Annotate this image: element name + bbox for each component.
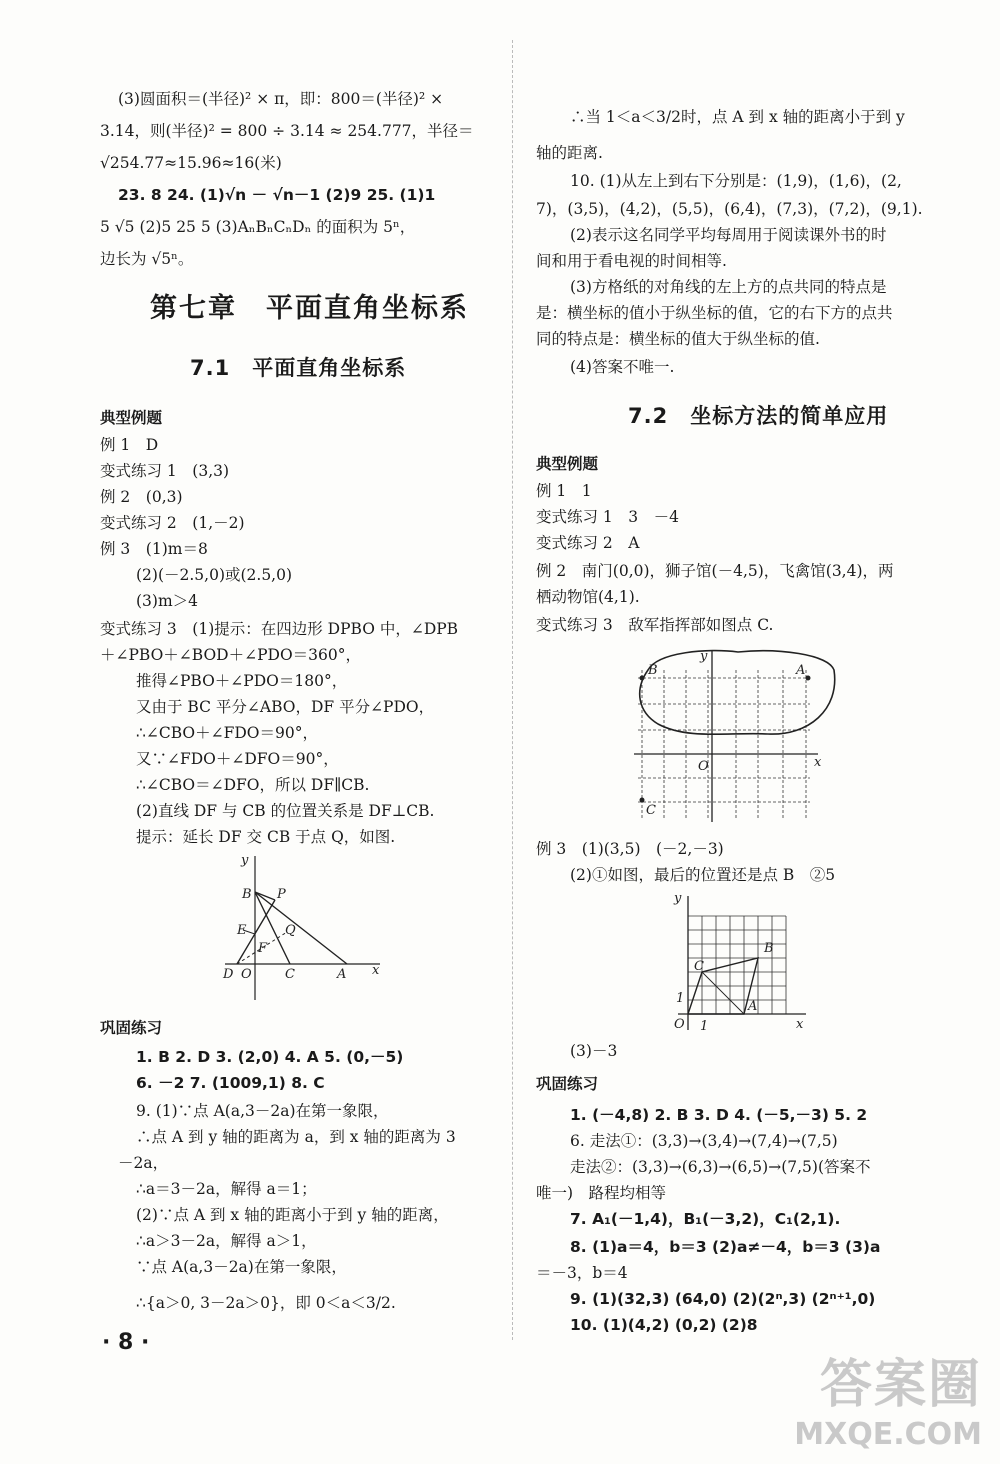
text-line: 是：横坐标的值小于纵坐标的值，它的右下方的点共 bbox=[536, 304, 893, 322]
text-line: (2)表示这名同学平均每周用于阅读课外书的时 bbox=[570, 226, 887, 244]
text-line: 3.14，则(半径)² = 800 ÷ 3.14 ≈ 254.777，半径＝ bbox=[100, 122, 474, 140]
fig2-label-b: B bbox=[648, 663, 658, 678]
fig3-label-1-x: 1 bbox=[700, 1019, 709, 1034]
example-line: 变式练习 2 (1,－2) bbox=[100, 514, 245, 532]
example-line: 例 2 (0,3) bbox=[100, 488, 183, 506]
practice-line: ∴{a＞0, 3－2a＞0}，即 0＜a＜3/2. bbox=[136, 1294, 396, 1312]
section-title: 7.2 坐标方法的简单应用 bbox=[628, 404, 889, 428]
fig1-label-o: O bbox=[241, 967, 252, 982]
text-line: 5 √5 (2)5 25 5 (3)AₙBₙCₙDₙ 的面积为 5ⁿ， bbox=[100, 218, 416, 236]
fig1-label-f: F bbox=[258, 941, 268, 956]
fig3-label-y: y bbox=[674, 891, 682, 906]
fig3-label-o: O bbox=[674, 1017, 685, 1032]
coordinate-grid-figure-2 bbox=[628, 640, 838, 830]
consolidation-heading: 巩固练习 bbox=[536, 1075, 599, 1093]
fig1-label-b: B bbox=[242, 887, 252, 902]
text-line: 边长为 √5ⁿ。 bbox=[100, 250, 194, 268]
example-line: 变式练习 3 敌军指挥部如图点 C. bbox=[536, 616, 774, 634]
practice-line: ∵点 A(a,3－2a)在第一象限， bbox=[136, 1258, 347, 1276]
text-line: 轴的距离. bbox=[536, 144, 603, 162]
fig1-label-y: y bbox=[241, 853, 249, 868]
fig1-label-c: C bbox=[285, 967, 295, 982]
fig3-label-a: A bbox=[748, 999, 758, 1014]
watermark-site: MXQE.COM bbox=[794, 1417, 982, 1452]
text-line: √254.77≈15.96≈16(米) bbox=[100, 154, 282, 172]
example-line: (2)①如图，最后的位置还是点 B ②5 bbox=[570, 866, 836, 884]
example-line: 又由于 BC 平分∠ABO，DF 平分∠PDO， bbox=[136, 698, 435, 716]
practice-line: 1. (－4,8) 2. B 3. D 4. (－5,－3) 5. 2 bbox=[570, 1106, 868, 1124]
practice-line: 9. (1)∵点 A(a,3－2a)在第一象限， bbox=[136, 1102, 389, 1120]
text-line: ∴当 1＜a＜3/2时，点 A 到 x 轴的距离小于到 y bbox=[570, 108, 905, 126]
typical-examples-heading: 典型例题 bbox=[536, 455, 599, 473]
fig3-label-c: C bbox=[694, 959, 704, 974]
example-line: 例 1 D bbox=[100, 436, 159, 454]
example-line: (2)(－2.5,0)或(2.5,0) bbox=[136, 566, 293, 584]
example-line: 例 3 (1)(3,5) (－2,－3) bbox=[536, 840, 724, 858]
column-divider bbox=[512, 40, 513, 1340]
practice-line: 走法②：(3,3)→(6,3)→(6,5)→(7,5)(答案不 bbox=[570, 1158, 871, 1176]
example-line: (2)直线 DF 与 CB 的位置关系是 DF⊥CB. bbox=[136, 802, 435, 820]
fig1-label-x: x bbox=[372, 963, 380, 978]
fig2-label-a: A bbox=[796, 663, 806, 678]
text-line: (3)圆面积＝(半径)² × π，即：800＝(半径)² × bbox=[118, 90, 444, 108]
fig2-label-c: C bbox=[646, 803, 656, 818]
practice-line: 8. (1)a＝4，b＝3 (2)a≠－4，b＝3 (3)a bbox=[570, 1238, 881, 1256]
example-line: 栖动物馆(4,1). bbox=[536, 588, 640, 606]
example-line: 例 2 南门(0,0)，狮子馆(－4,5)，飞禽馆(3,4)，两 bbox=[536, 562, 894, 580]
example-line: 提示：延长 DF 交 CB 于点 Q，如图. bbox=[136, 828, 396, 846]
example-line: 例 1 1 bbox=[536, 482, 592, 500]
practice-line: ∴点 A 到 y 轴的距离为 a，到 x 轴的距离为 3 bbox=[136, 1128, 456, 1146]
fig1-label-p: P bbox=[277, 887, 286, 902]
example-line: (3)－3 bbox=[570, 1042, 618, 1060]
fig1-label-a: A bbox=[337, 967, 347, 982]
example-line: ＋∠PBO＋∠BOD＋∠PDO＝360°， bbox=[100, 646, 361, 664]
coordinate-grid-figure-3 bbox=[664, 890, 814, 1038]
practice-line: ＝－3，b＝4 bbox=[536, 1264, 628, 1282]
chapter-title: 第七章 平面直角坐标系 bbox=[150, 293, 469, 324]
practice-line: 10. (1)(4,2) (0,2) (2)8 bbox=[570, 1316, 758, 1334]
practice-line: ∴a＞3－2a，解得 a＞1， bbox=[136, 1232, 317, 1250]
example-line: 又∵∠FDO＋∠DFO＝90°， bbox=[136, 750, 339, 768]
text-line: 10. (1)从左上到右下分别是：(1,9)，(1,6)，(2, bbox=[570, 172, 902, 190]
example-line: 推得∠PBO＋∠PDO＝180°， bbox=[136, 672, 348, 690]
example-line: 变式练习 1 (3,3) bbox=[100, 462, 230, 480]
practice-line: 唯一) 路程均相等 bbox=[536, 1184, 667, 1202]
fig1-label-e: E bbox=[237, 923, 247, 938]
example-line: ∴∠CBO＝∠DFO，所以 DF∥CB. bbox=[136, 776, 370, 794]
fig1-label-d: D bbox=[223, 967, 234, 982]
text-line: 间和用于看电视的时间相等. bbox=[536, 252, 727, 270]
practice-line: ∴a＝3－2a，解得 a＝1； bbox=[136, 1180, 317, 1198]
example-line: 变式练习 3 (1)提示：在四边形 DPBO 中，∠DPB bbox=[100, 620, 459, 638]
example-line: 变式练习 1 3 －4 bbox=[536, 508, 680, 526]
practice-line: 1. B 2. D 3. (2,0) 4. A 5. (0,－5) bbox=[136, 1048, 404, 1066]
fig2-label-y: y bbox=[700, 649, 708, 664]
fig3-label-1-y: 1 bbox=[676, 991, 685, 1006]
fig1-label-q: Q bbox=[285, 923, 296, 938]
watermark bbox=[794, 1342, 982, 1452]
example-line: 例 3 (1)m＝8 bbox=[100, 540, 208, 558]
text-line: 同的特点是：横坐标的值大于纵坐标的值. bbox=[536, 330, 820, 348]
section-title: 7.1 平面直角坐标系 bbox=[190, 356, 407, 380]
text-line: 23. 8 24. (1)√n － √n－1 (2)9 25. (1)1 bbox=[118, 186, 436, 204]
text-line: (4)答案不唯一. bbox=[570, 358, 675, 376]
fig2-label-o: O bbox=[698, 759, 709, 774]
practice-line: －2a， bbox=[118, 1154, 169, 1172]
text-line: (3)方格纸的对角线的左上方的点共同的特点是 bbox=[570, 278, 887, 296]
consolidation-heading: 巩固练习 bbox=[100, 1019, 163, 1037]
practice-line: 6. 走法①：(3,3)→(3,4)→(7,4)→(7,5) bbox=[570, 1132, 838, 1150]
fig3-label-x: x bbox=[796, 1017, 804, 1032]
watermark-logo: 答案圈 bbox=[819, 1355, 982, 1415]
practice-line: 6. －2 7. (1009,1) 8. C bbox=[136, 1074, 325, 1092]
page-number: · 8 · bbox=[102, 1330, 150, 1355]
geometry-figure-1 bbox=[215, 852, 390, 1002]
fig2-label-x: x bbox=[814, 755, 822, 770]
practice-line: 9. (1)(32,3) (64,0) (2)(2ⁿ,3) (2ⁿ⁺¹,0) bbox=[570, 1290, 876, 1308]
example-line: ∴∠CBO＋∠FDO＝90°， bbox=[136, 724, 318, 742]
practice-line: (2)∵点 A 到 x 轴的距离小于到 y 轴的距离， bbox=[136, 1206, 449, 1224]
typical-examples-heading: 典型例题 bbox=[100, 409, 163, 427]
practice-line: 7. A₁(－1,4)，B₁(－3,2)，C₁(2,1). bbox=[570, 1210, 841, 1228]
example-line: (3)m＞4 bbox=[136, 592, 199, 610]
fig3-label-b: B bbox=[764, 941, 774, 956]
example-line: 变式练习 2 A bbox=[536, 534, 640, 552]
text-line: 7)，(3,5)，(4,2)，(5,5)，(6,4)，(7,3)，(7,2)，(9,1). bbox=[536, 200, 923, 218]
